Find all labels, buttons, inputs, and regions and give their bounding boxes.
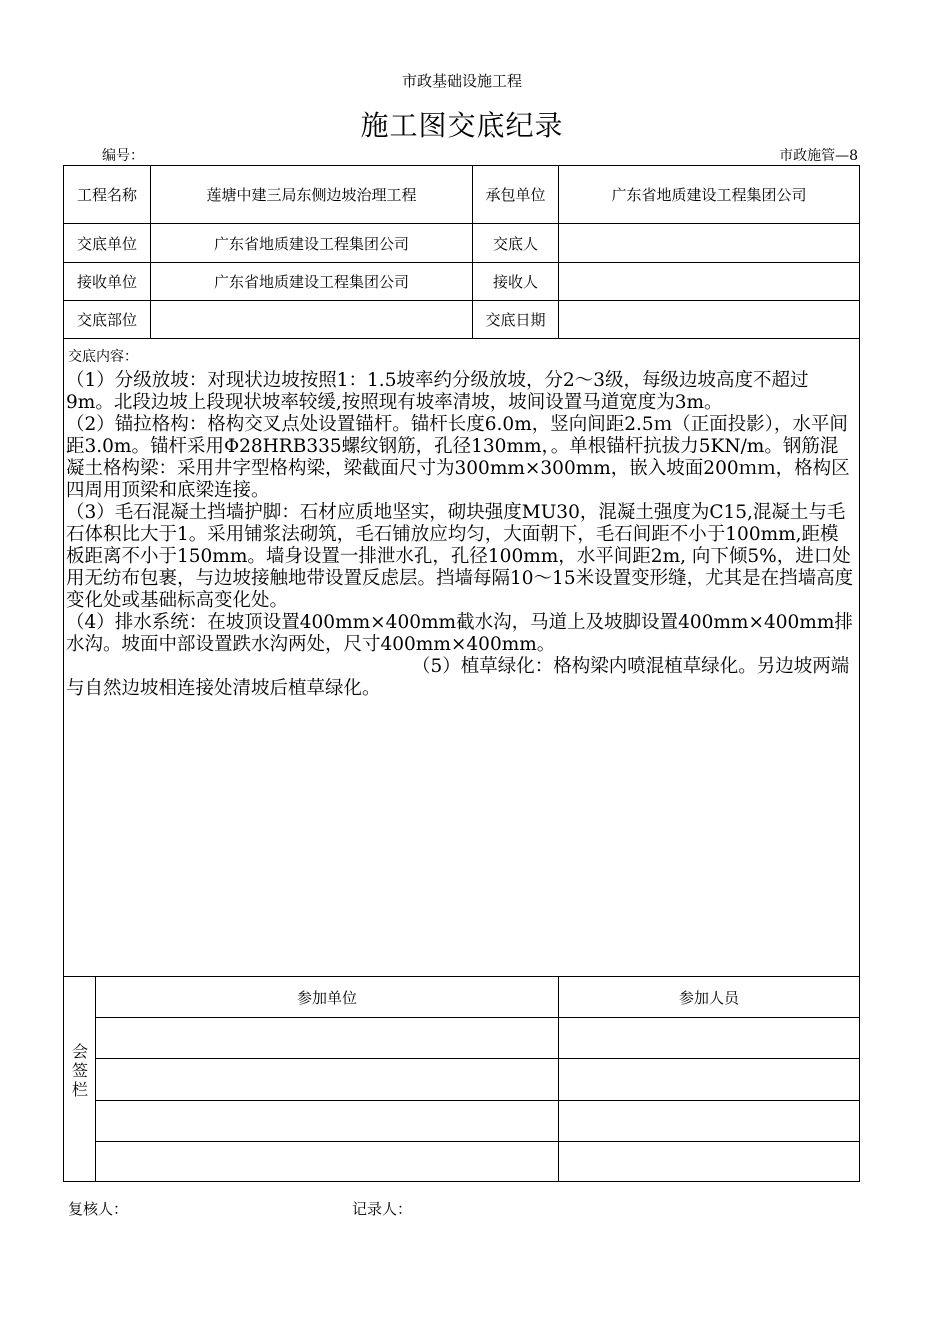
form-code: 市政施管—8: [779, 148, 858, 164]
document-title: 施工图交底纪录: [360, 109, 564, 142]
participating-person-header: 参加人员: [678, 988, 739, 1007]
signoff-label: 会签栏: [71, 1042, 88, 1099]
contractor-label: 承包单位: [485, 186, 546, 204]
row-divider: [64, 338, 859, 339]
content-paragraph: （5）植草绿化：格构梁内喷混植草绿化。另边坡两端与自然边坡相连接处清坡后植草绿化。: [66, 656, 850, 699]
content-paragraph: （1）分级放坡：对现状边坡按照1：1.5坡率约分级放坡，分2～3级，每级边坡高度不超过9m。北段边坡上段现状坡率较缓,按照现有坡率清坡，坡间设置马道宽度为3m。: [66, 370, 809, 413]
discloser-value: [559, 224, 859, 262]
receiving-unit-value: 广东省地质建设工程集团公司: [213, 273, 409, 291]
discloser-label: 交底人: [492, 234, 538, 253]
signoff-unit-cell: [96, 1101, 558, 1141]
disclosure-date-label: 交底日期: [485, 311, 546, 329]
receiver-value: [559, 263, 859, 300]
signoff-person-cell: [559, 1059, 859, 1100]
document-subtitle: 市政基础设施工程: [401, 72, 522, 90]
signoff-person-cell: [559, 1142, 859, 1181]
project-name-label: 工程名称: [76, 186, 137, 204]
content-paragraph: （4）排水系统：在坡顶设置400mm×400mm截水沟，马道上及坡脚设置400mm×400mm排水沟。坡面中部设置跌水沟两处，尺寸400mm×400mm。: [66, 612, 853, 655]
disclosure-part-label: 交底部位: [76, 311, 137, 329]
receiver-label: 接收人: [492, 273, 538, 291]
signoff-person-cell: [559, 1018, 859, 1058]
disclosing-unit-value: 广东省地质建设工程集团公司: [213, 234, 409, 253]
disclosing-unit-label: 交底单位: [76, 234, 137, 253]
signoff-unit-cell: [96, 1059, 558, 1100]
receiving-unit-label: 接收单位: [76, 273, 137, 291]
project-name-value: 莲塘中建三局东侧边坡治理工程: [206, 186, 417, 204]
recorder-label: 记录人：: [352, 1200, 413, 1218]
reviewer-label: 复核人：: [68, 1200, 129, 1218]
serial-number-label: 编号：: [102, 148, 144, 164]
disclosure-content: [66, 370, 856, 700]
disclosure-content-label: 交底内容：: [68, 349, 138, 365]
disclosure-form: [63, 165, 860, 1182]
content-paragraph: （2）锚拉格构：格构交叉点处设置锚杆。锚杆长度6.0m，竖向间距2.5ｍ（正面投影），水平间距3.0m。锚杆采用Φ28HRB335螺纹钢筋，孔径130mm，。单根锚杆抗拔力5KN/m。钢筋混凝土格构梁：采用井字型格构梁，梁截面尺寸为300mm×300mm，嵌入坡面200ｍｍ，格构区四周用顶梁和底梁连接。: [66, 414, 850, 501]
signoff-unit-cell: [96, 1018, 558, 1058]
content-paragraph: （3）毛石混凝土挡墙护脚：石材应质地坚实，砌块强度MU30，混凝土强度为C15,混凝土与毛石体积比大于1。采用铺浆法砌筑，毛石铺放应均匀，大面朝下，毛石间距不小于100mm,距模板距离不小于150mm。墙身设置一排泄水孔，孔径100mm，水平间距2m, 向下倾5%，进口处用无纺布包裹，与边坡接触地带设置反虑层。挡墙每隔10～15米设置变形缝，尤其是在挡墙高度变化处或基础标高变化处。: [66, 502, 854, 611]
contractor-value: 广东省地质建设工程集团公司: [611, 186, 807, 204]
disclosure-part-value: [151, 301, 472, 338]
signoff-unit-cell: [96, 1142, 558, 1181]
participating-unit-header: 参加单位: [296, 988, 357, 1007]
disclosure-date-value: [559, 301, 859, 338]
signoff-person-cell: [559, 1101, 859, 1141]
